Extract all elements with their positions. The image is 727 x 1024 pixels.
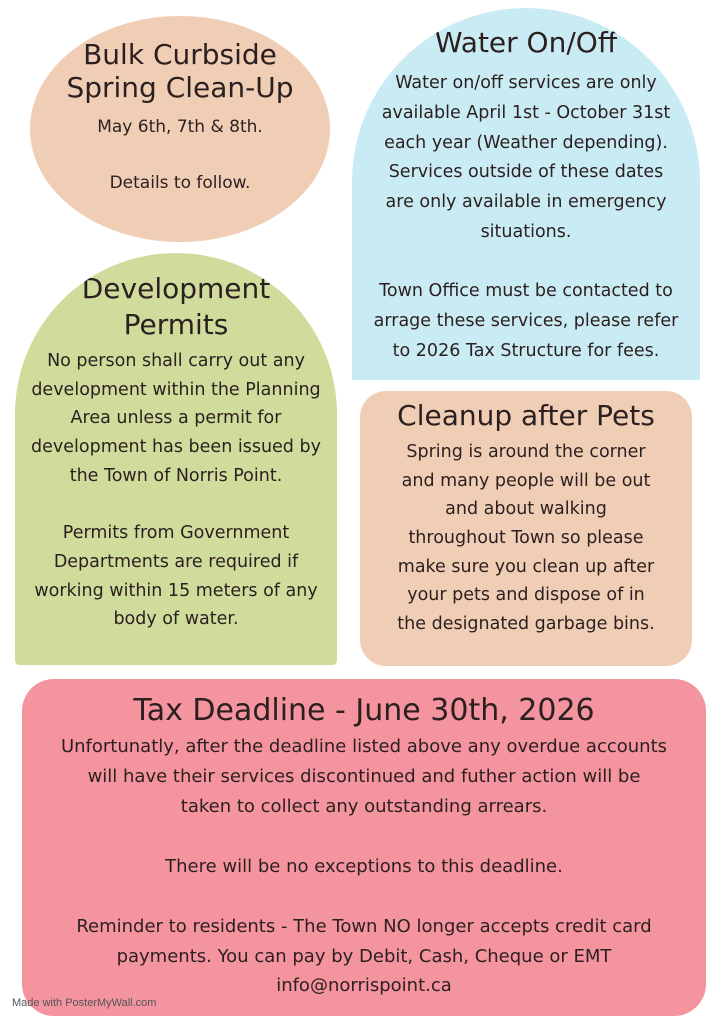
water-body: Water on/off services are only available April 1st - October 31st each year (Weather depending). Services outside of these dates are only available in emergency situations. Town Office must be contacted to arrage these services, please refer to 2026 Tax Structure for fees. bbox=[373, 73, 679, 361]
development-permits-title: Development Permits bbox=[81, 272, 271, 341]
pets-cleanup-title: Cleanup after Pets bbox=[397, 399, 655, 432]
development-permits-body: No person shall carry out any development within the Planning Area unless a permit for development has been issued by the Town of Norris Point. Permits from Government Departments are required if working within 15 meters of any body of water. bbox=[31, 351, 321, 630]
bulk-cleanup-title: Bulk Curbside Spring Clean-Up bbox=[66, 38, 294, 105]
development-permits-panel bbox=[15, 253, 337, 665]
postermywall-credit: Made with PosterMyWall.com bbox=[12, 997, 157, 1009]
tax-deadline-panel bbox=[22, 679, 706, 1016]
bulk-cleanup-panel bbox=[30, 16, 330, 242]
pets-cleanup-body: Spring is around the corner and many people will be out and about walking throughout Town so please make sure you clean up after your pets and dispose of in the designated garbage bins. bbox=[397, 442, 655, 635]
water-panel bbox=[352, 8, 700, 380]
tax-deadline-title: Tax Deadline - June 30th, 2026 bbox=[133, 693, 595, 728]
bulk-cleanup-body: May 6th, 7th & 8th. Details to follow. bbox=[97, 117, 263, 193]
tax-deadline-body: Unfortunatly, after the deadline listed above any overdue accounts will have their services discontinued and futher action will be taken to collect any outstanding arrears. There will be no exceptions to this deadline. Reminder to residents - The Town NO longer accepts credit card payments. You can pay by Debit, Cash, Cheque or EMT info@norrispoint.ca bbox=[60, 736, 668, 997]
water-title: Water On/Off bbox=[434, 26, 618, 59]
pets-cleanup-panel bbox=[360, 391, 692, 666]
